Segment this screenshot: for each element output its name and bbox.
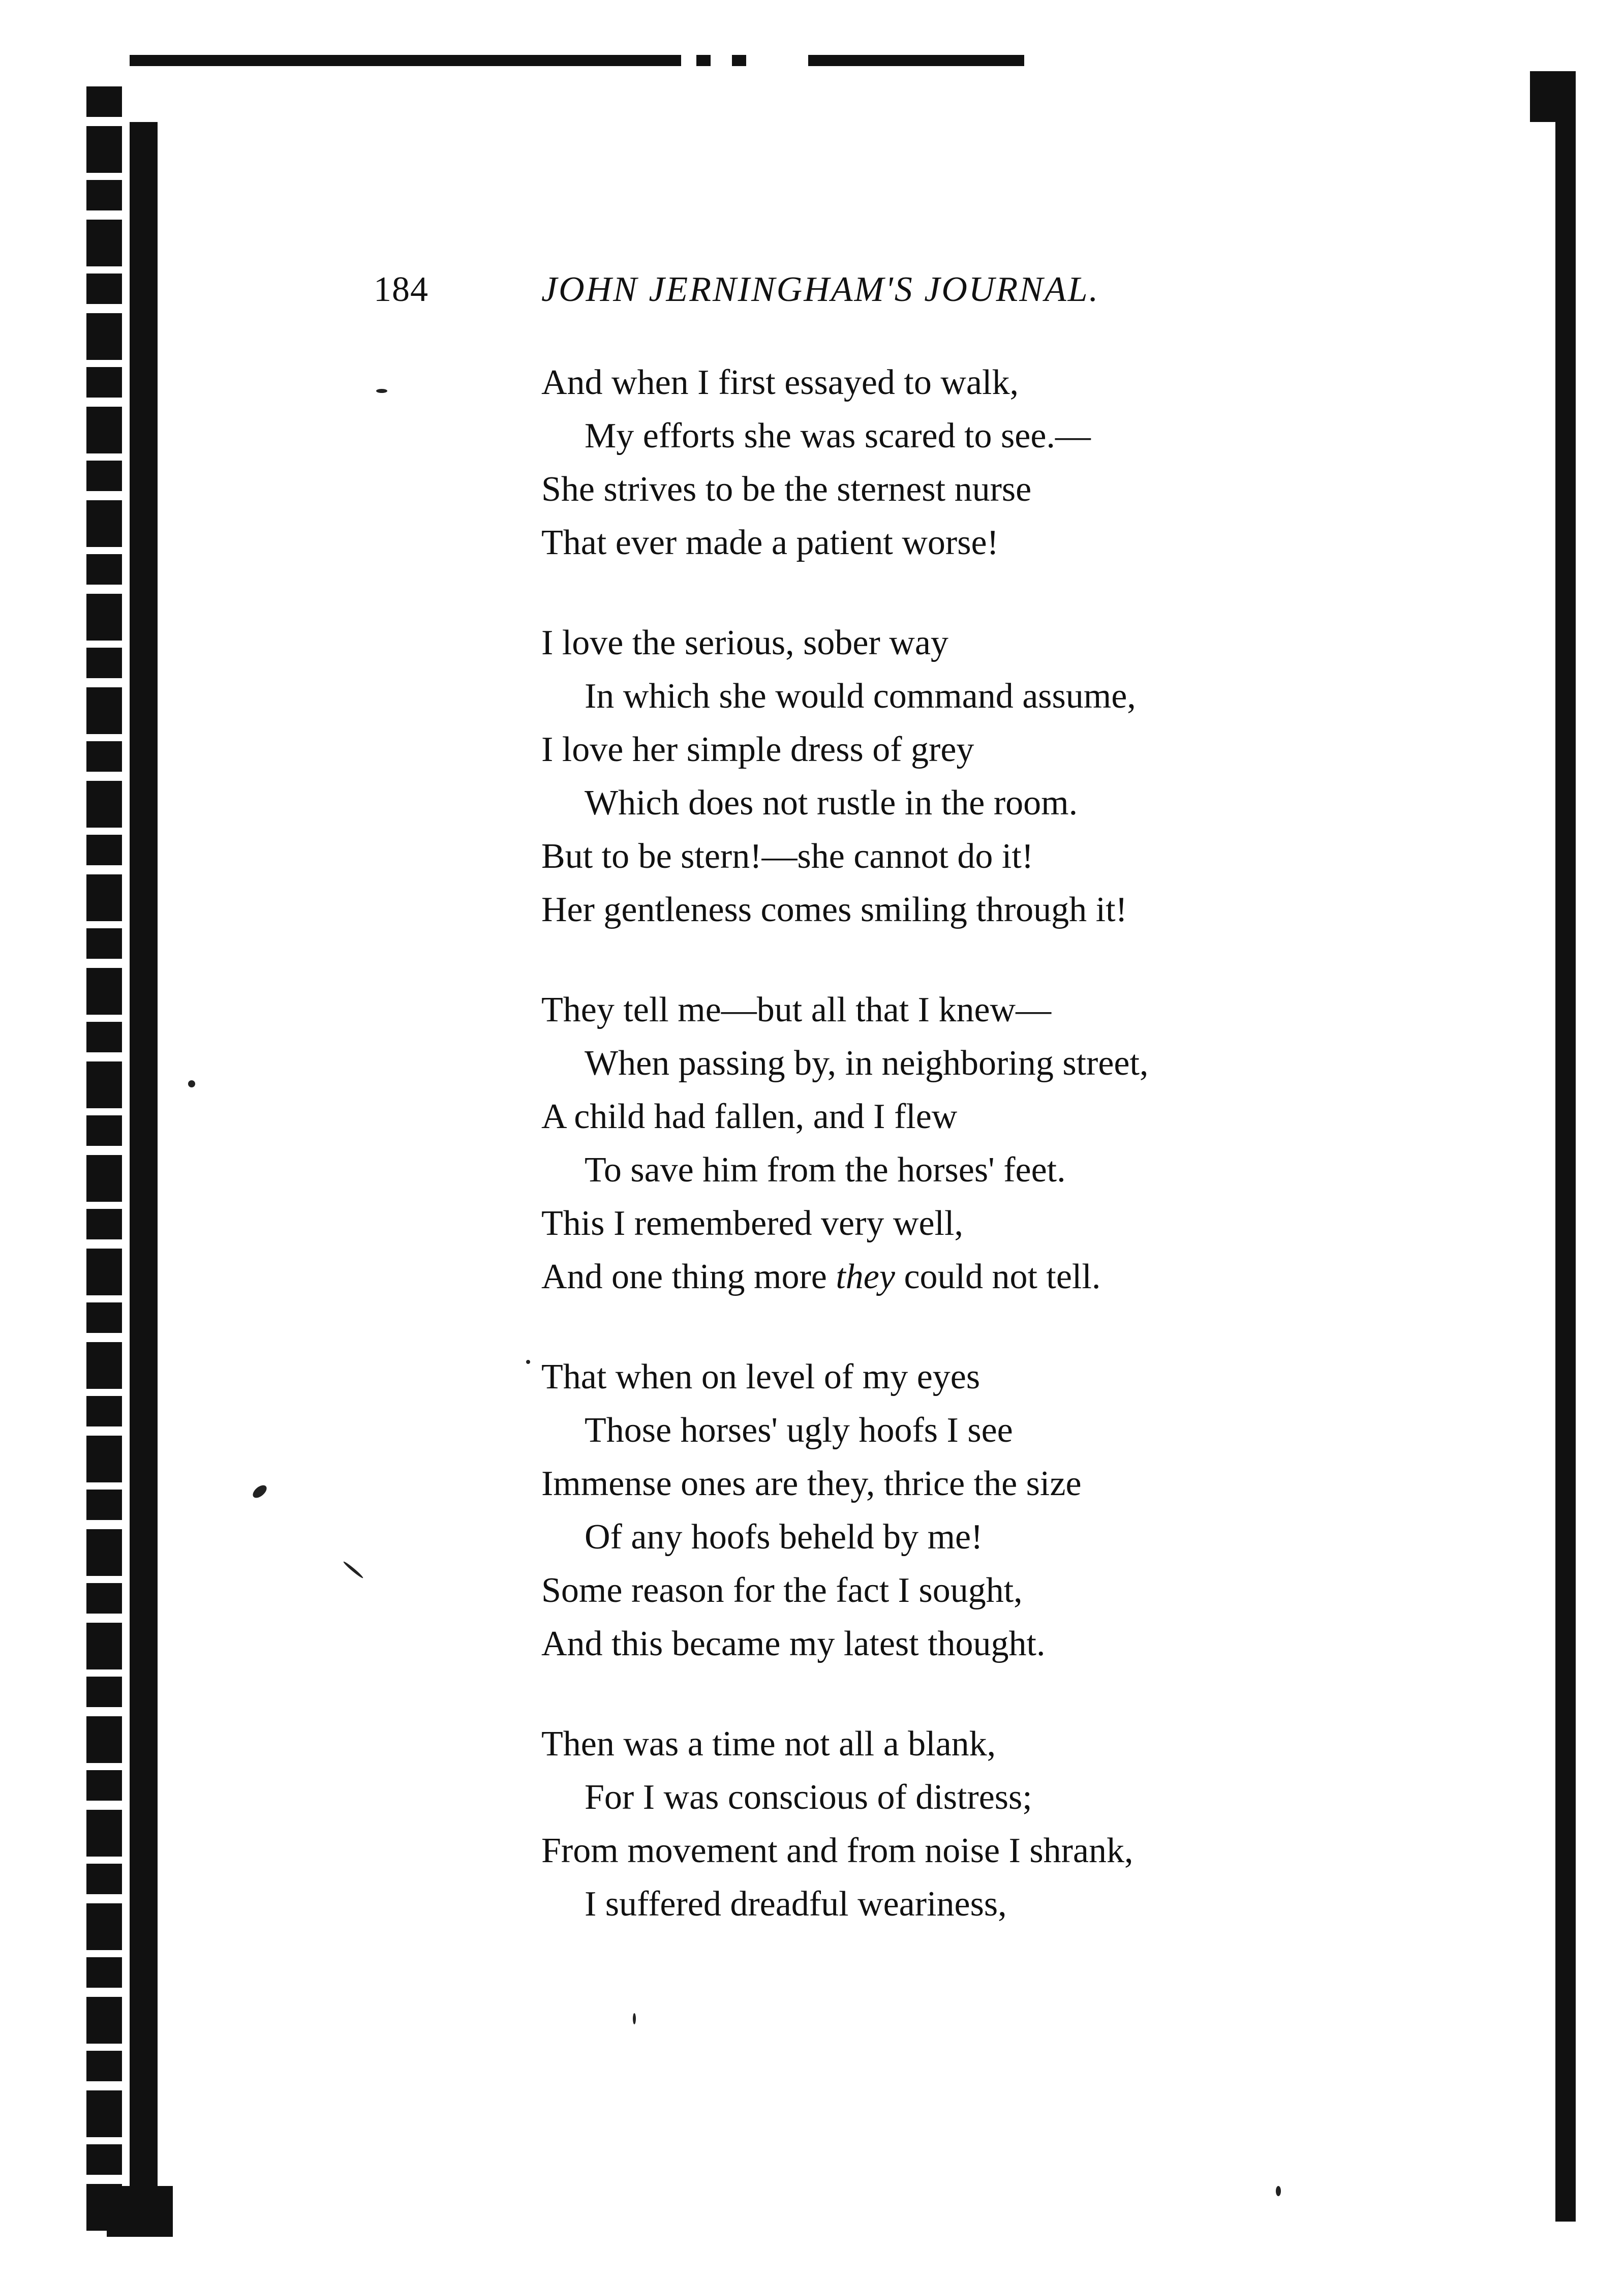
- scan-left-edge-pattern: [86, 86, 122, 2237]
- stanza: [541, 983, 1355, 1303]
- scan-top-border-mark: [696, 55, 711, 66]
- poem-line: For I was conscious of distress;: [585, 1778, 1032, 1817]
- scan-right-edge: [1530, 71, 1576, 122]
- poem-line: Which does not rustle in the room.: [585, 783, 1078, 823]
- poem-line: In which she would command assume,: [585, 677, 1136, 716]
- ink-speck: [633, 2013, 636, 2024]
- scan-left-edge: [130, 122, 158, 2237]
- poem-line: From movement and from noise I shrank,: [541, 1831, 1133, 1870]
- ink-speck: [188, 1080, 195, 1087]
- ink-speck: [251, 1483, 269, 1500]
- poem-line: A child had fallen, and I flew: [541, 1097, 958, 1136]
- poem-line: Immense ones are they, thrice the size: [541, 1464, 1082, 1503]
- scan-top-border-mark: [732, 55, 746, 66]
- poem-line: But to be stern!—she cannot do it!: [541, 837, 1034, 876]
- poem-line: My efforts she was scared to see.—: [585, 416, 1091, 455]
- scan-bottom-blot: [107, 2186, 173, 2237]
- poem-line: I suffered dreadful weariness,: [585, 1885, 1007, 1924]
- ink-speck: [343, 1561, 364, 1580]
- poem-line: And one thing more they could not tell.: [541, 1257, 1101, 1296]
- page-header: [374, 269, 1289, 325]
- poem-line: Then was a time not all a blank,: [541, 1724, 996, 1764]
- poem-line: I love the serious, sober way: [541, 623, 948, 662]
- poem-line: Those horses' ugly hoofs I see: [585, 1411, 1013, 1450]
- poem-line: When passing by, in neighboring street,: [585, 1044, 1149, 1083]
- stanza: [541, 1350, 1355, 1670]
- poem-line: That ever made a patient worse!: [541, 523, 999, 562]
- poem-line: I love her simple dress of grey: [541, 730, 974, 769]
- stanza: [541, 1717, 1355, 1931]
- stanza: [541, 616, 1355, 936]
- poem-line: That when on level of my eyes: [541, 1357, 980, 1396]
- poem-line: Her gentleness comes smiling through it!: [541, 890, 1127, 929]
- page-number: 184: [374, 270, 428, 309]
- poem-body: [541, 356, 1355, 1978]
- scan-top-border: [808, 55, 1024, 66]
- scan-top-border: [130, 55, 681, 66]
- poem-line: And this became my latest thought.: [541, 1624, 1046, 1663]
- poem-line: Of any hoofs beheld by me!: [585, 1517, 983, 1557]
- poem-line: And when I first essayed to walk,: [541, 363, 1019, 402]
- poem-line: They tell me—but all that I knew—: [541, 990, 1052, 1029]
- scan-right-edge: [1555, 122, 1576, 2222]
- ink-speck: [376, 389, 387, 393]
- ink-speck: [526, 1360, 530, 1364]
- ink-speck: [1276, 2186, 1281, 2196]
- poem-line: To save him from the horses' feet.: [585, 1150, 1066, 1190]
- poem-line: Some reason for the fact I sought,: [541, 1571, 1023, 1610]
- running-title: JOHN JERNINGHAM'S JOURNAL.: [541, 270, 1100, 309]
- poem-line: She strives to be the sternest nurse: [541, 470, 1032, 509]
- stanza: [541, 356, 1355, 569]
- poem-line: This I remembered very well,: [541, 1204, 963, 1243]
